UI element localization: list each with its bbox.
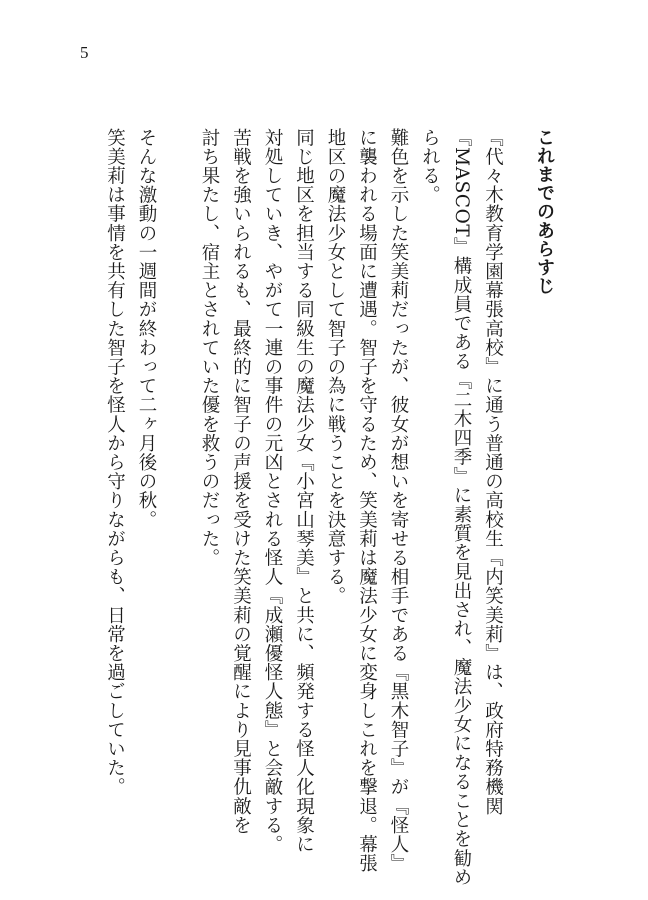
text-line: 笑美莉は事情を共有した智子を怪人から守りながらも、日常を過ごしていた。	[104, 128, 126, 797]
paragraph-2	[320, 128, 415, 873]
text-line: 討ち果たし、宿主とされていた優を救うのだった。	[199, 128, 220, 568]
text-line: 同じ地区を担当する同級生の魔法少女『小宮山琴美』と共に、頻発する怪人化現象に	[293, 128, 315, 854]
paragraph-1	[414, 128, 509, 887]
text-line: 地区の魔法少女として智子の為に戦うことを決意する。	[325, 128, 346, 606]
paragraph-3	[257, 128, 320, 854]
paragraph-spacer	[162, 128, 194, 808]
text-line: 難色を示した笑美莉だったが、彼女が想いを寄せる相手である『黒木智子』が『怪人』	[388, 128, 409, 873]
text-line: られる。	[419, 128, 441, 205]
text-line: 対処していき、やがて一連の事件の元凶とされる怪人『成瀬優怪人態』と会敵する。	[262, 128, 283, 854]
page-number: 5	[80, 43, 89, 62]
synopsis-text-block	[99, 128, 560, 887]
text-line: に襲われる場面に遭遇。智子を守るため、笑美莉は魔法少女に変身しこれを撃退。幕張	[356, 128, 378, 873]
paragraph-5	[99, 128, 162, 808]
paragraph-4	[194, 128, 257, 835]
text-line: 苦戦を強いられるも、最終的に智子の声援を受けた笑美莉の覚醒により見事仇敵を	[230, 128, 252, 835]
text-line: そんな激動の一週間が終わって二ヶ月後の秋。	[136, 128, 157, 530]
text-line: 『代々木教育学園幕張高校』に通う普通の高校生『内笑美莉』は、政府特務機関	[482, 128, 504, 816]
section-heading: これまでのあらすじ	[534, 128, 555, 296]
text-line: 『MASCOT』構成員である『二木四季』に素質を見出され、魔法少女になることを勧め	[451, 128, 472, 887]
